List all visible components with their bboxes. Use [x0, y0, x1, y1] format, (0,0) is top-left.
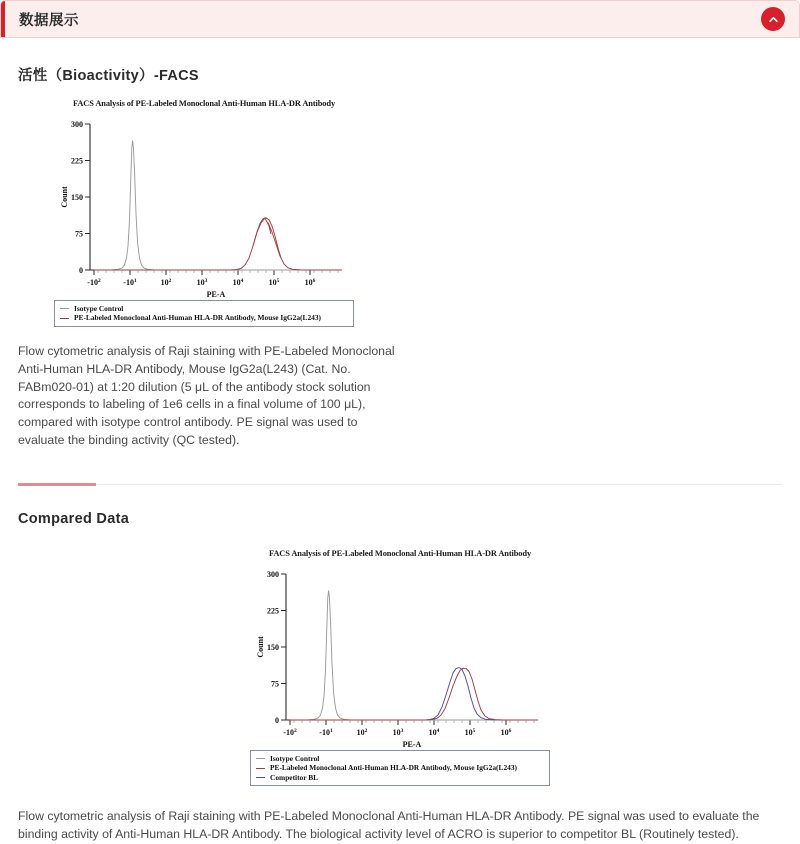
compared-data-caption: Flow cytometric analysis of Raji staining with PE-Labeled Monoclonal Anti-Human HLA-DR Antibody. PE signal was used to evaluate the binding activity of Anti-Human HLA-DR Antibody. The biological activity level of ACRO is superior to competitor BL (Routinely tested).: [18, 809, 760, 842]
svg-text:-102: $-10^2$: [283, 727, 297, 737]
svg-text:75: 75: [75, 229, 83, 239]
svg-text:102: $10^2$: [160, 277, 172, 287]
series-isotype-control-curve: [94, 141, 342, 271]
facs-chart-2-plot: [250, 560, 550, 750]
legend-swatch-icon: [60, 308, 69, 309]
series-isotype-control-curve: [290, 590, 538, 720]
x-tick-labels: [283, 728, 511, 737]
y-axis-label: Count: [256, 636, 265, 658]
legend-item-pe-labeled-antibody: [256, 763, 544, 772]
svg-text:225: 225: [71, 156, 83, 166]
svg-text:0: 0: [275, 715, 279, 725]
svg-text:103: $10^3$: [392, 727, 404, 737]
compared-data-heading: Compared Data: [18, 510, 130, 527]
panel-body: [0, 64, 800, 844]
facs-chart-2-title: FACS Analysis of PE-Labeled Monoclonal Anti-Human HLA-DR Antibody: [268, 548, 532, 558]
svg-text:105: $10^5$: [464, 727, 476, 737]
legend-item-competitor-bl: [256, 773, 544, 782]
svg-text:104: $10^4$: [428, 727, 440, 737]
facs-chart-2-block: [250, 549, 782, 786]
legend-label: PE-Labeled Monoclonal Anti-Human HLA-DR Antibody, Mouse IgG2a(L243): [74, 313, 321, 323]
svg-text:150: 150: [71, 193, 83, 202]
legend-label: Isotype Control: [270, 753, 320, 763]
svg-text:104: $10^4$: [232, 277, 244, 287]
facs-chart-1-block: [54, 99, 782, 327]
section-divider: [18, 484, 782, 485]
legend-swatch-icon: [256, 777, 265, 778]
legend-item-pe-labeled-antibody: [60, 313, 348, 322]
panel-header: [0, 0, 800, 38]
svg-text:150: 150: [267, 642, 279, 652]
svg-text:102: $10^2$: [356, 727, 368, 737]
svg-text:106: $10^6$: [500, 727, 512, 737]
series-pe-labeled-antibody-curve: [290, 668, 538, 720]
svg-text:225: 225: [267, 606, 279, 616]
svg-text:105: $10^5$: [268, 277, 280, 287]
bioactivity-heading: 活性（Bioactivity）-FACS: [18, 68, 199, 84]
x-axis-label: PE-A: [402, 739, 422, 749]
svg-text:106: $10^6$: [304, 277, 316, 287]
facs-chart-1-legend: [54, 300, 354, 327]
legend-item-isotype-control: [256, 754, 544, 763]
legend-swatch-icon: [256, 768, 265, 769]
facs-chart-1-title: FACS Analysis of PE-Labeled Monoclonal Anti-Human HLA-DR Antibody: [72, 99, 336, 108]
x-tick-marks: [290, 720, 506, 725]
collapse-panel-button[interactable]: [761, 7, 785, 31]
svg-text:-101: $-10^1$: [123, 277, 137, 287]
legend-item-isotype-control: [60, 304, 348, 313]
y-tick-labels: [71, 120, 83, 275]
svg-text:-102: $-10^2$: [87, 277, 101, 287]
panel-title: 数据展示: [19, 12, 79, 29]
y-axis-label: Count: [60, 186, 69, 208]
chevron-up-icon: [767, 13, 780, 26]
svg-text:75: 75: [271, 679, 279, 689]
svg-text:103: $10^3$: [196, 277, 208, 287]
svg-text:-101: $-10^1$: [319, 727, 333, 737]
legend-label: PE-Labeled Monoclonal Anti-Human HLA-DR Antibody, Mouse IgG2a(L243): [270, 763, 517, 773]
svg-text:0: 0: [79, 266, 83, 275]
facs-chart-2-legend: [250, 750, 550, 786]
y-tick-marks: [281, 574, 286, 720]
series-competitor-bl-curve: [290, 667, 538, 720]
legend-label: Isotype Control: [74, 304, 124, 313]
y-tick-labels: [267, 570, 279, 725]
x-tick-labels: [87, 278, 315, 287]
x-axis-label: PE-A: [206, 290, 226, 299]
legend-swatch-icon: [60, 318, 69, 319]
series-pe-labeled-antibody-peak: [253, 218, 281, 258]
bioactivity-caption: Flow cytometric analysis of Raji staining with PE-Labeled Monoclonal Anti-Human HLA-DR Antibody, Mouse IgG2a(L243) (Cat. No. FABm020-01) at 1:20 dilution (5 μL of the antibody stock solution corresponds to labeling of 1e6 cells in a final volume of 100 μL), compared with isotype control antibody. PE signal was used to evaluate the binding activity (QC tested).: [18, 343, 395, 448]
x-tick-marks: [94, 270, 310, 275]
svg-text:300: 300: [267, 569, 279, 579]
y-tick-marks: [85, 124, 90, 270]
legend-swatch-icon: [256, 758, 265, 759]
svg-text:300: 300: [71, 120, 83, 129]
facs-chart-1-plot: [54, 110, 354, 300]
series-pe-labeled-antibody-curve: [94, 218, 342, 270]
legend-label: Competitor BL: [270, 772, 319, 782]
